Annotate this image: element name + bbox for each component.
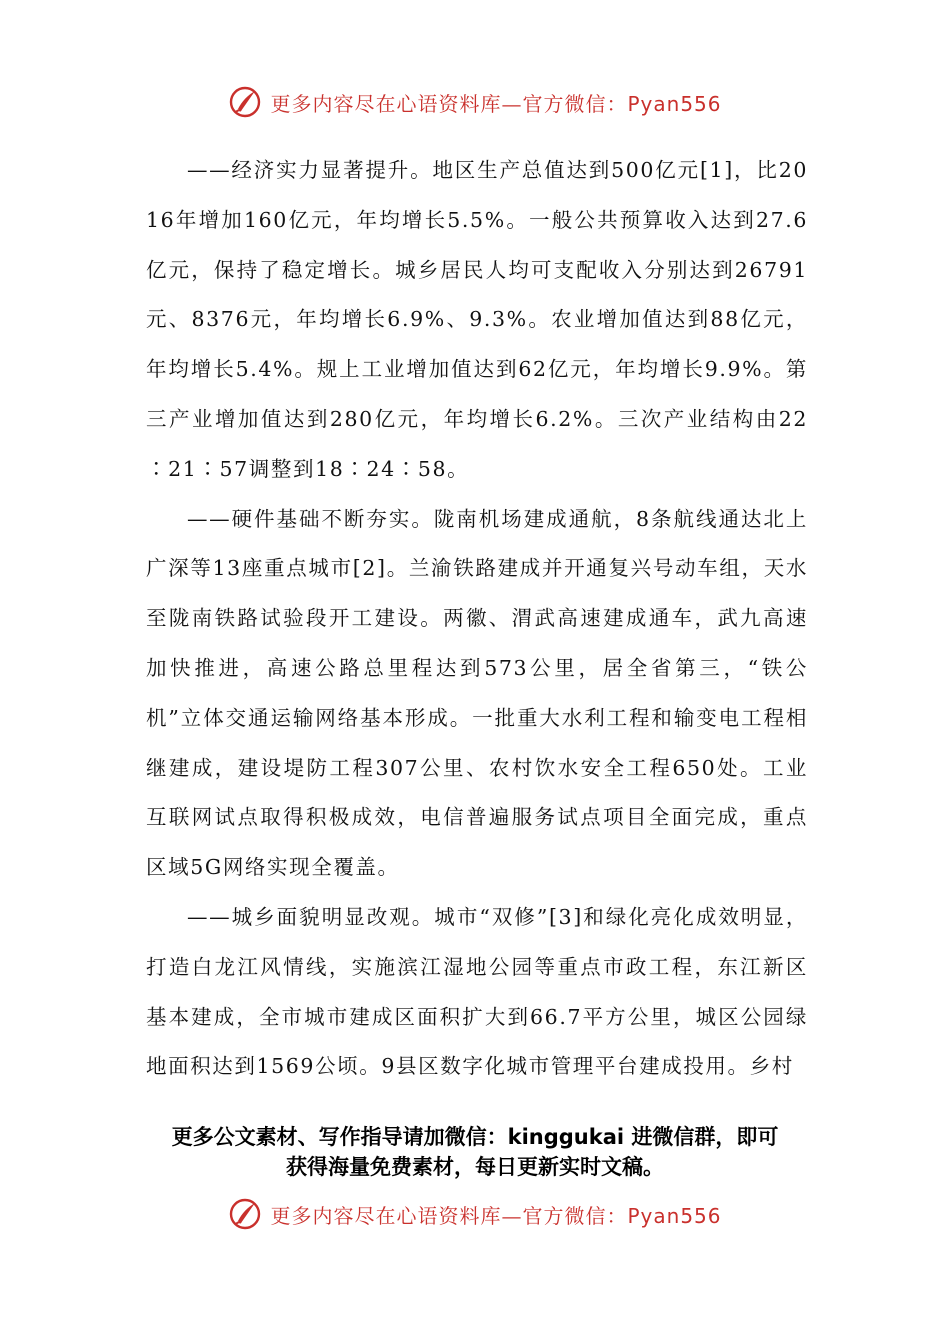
watermark-text (270, 88, 721, 117)
promo-line-1: 更多公文素材、写作指导请加微信：kinggukai 进微信群，即可 (171, 1125, 779, 1149)
watermark-wechat-id: Pyan556 (627, 1203, 722, 1228)
document-body (146, 146, 808, 1142)
brush-logo-icon (228, 1197, 262, 1231)
watermark-slogan: 更多内容尽在心语资料库—官方微信： (270, 1203, 628, 1228)
promo-line-2: 获得海量免费素材，每日更新实时文稿。 (286, 1155, 664, 1179)
paragraph-infrastructure: ——硬件基础不断夯实。陇南机场建成通航，8条航线通达北上广深等13座重点城市[2]。兰渝铁路建成并开通复兴号动车组，天水至陇南铁路试验段开工建设。两徽、渭武高速建成通车，武九高速加快推进，高速公路总里程达到573公里，居全省第三，“铁公机”立体交通运输网络基本形成。一批重大水利工程和输变电工程相继建成，建设堤防工程307公里、农村饮水安全工程650处。工业互联网试点取得积极成效，电信普遍服务试点项目全面完成，重点区域5G网络实现全覆盖。 (146, 506, 808, 880)
watermark-text (270, 1200, 721, 1229)
promo-notice (100, 1122, 850, 1182)
footer-watermark (0, 1196, 950, 1232)
paragraph-economy: ——经济实力显著提升。地区生产总值达到500亿元[1]，比2016年增加160亿元，年均增长5.5%。一般公共预算收入达到27.6亿元，保持了稳定增长。城乡居民人均可支配收入分别达到26791元、8376元，年均增长6.9%、9.3%。农业增加值达到88亿元，年均增长5.4%。规上工业增加值达到62亿元，年均增长9.9%。第三产业增加值达到280亿元，年均增长6.2%。三次产业结构由22∶21∶57调整到18∶24∶58。 (146, 158, 808, 481)
watermark-slogan: 更多内容尽在心语资料库—官方微信： (270, 91, 628, 116)
paragraph-urban-rural: ——城乡面貌明显改观。城市“双修”[3]和绿化亮化成效明显，打造白龙江风情线，实施滨江湿地公园等重点市政工程，东江新区基本建成，全市城市建成区面积扩大到66.7平方公里，城区公园绿地面积达到1569公顷。9县区数字化城市管理平台建成投用。乡村 (146, 904, 808, 1079)
watermark-wechat-id: Pyan556 (627, 91, 722, 116)
header-watermark (0, 84, 950, 120)
brush-logo-icon (228, 85, 262, 119)
